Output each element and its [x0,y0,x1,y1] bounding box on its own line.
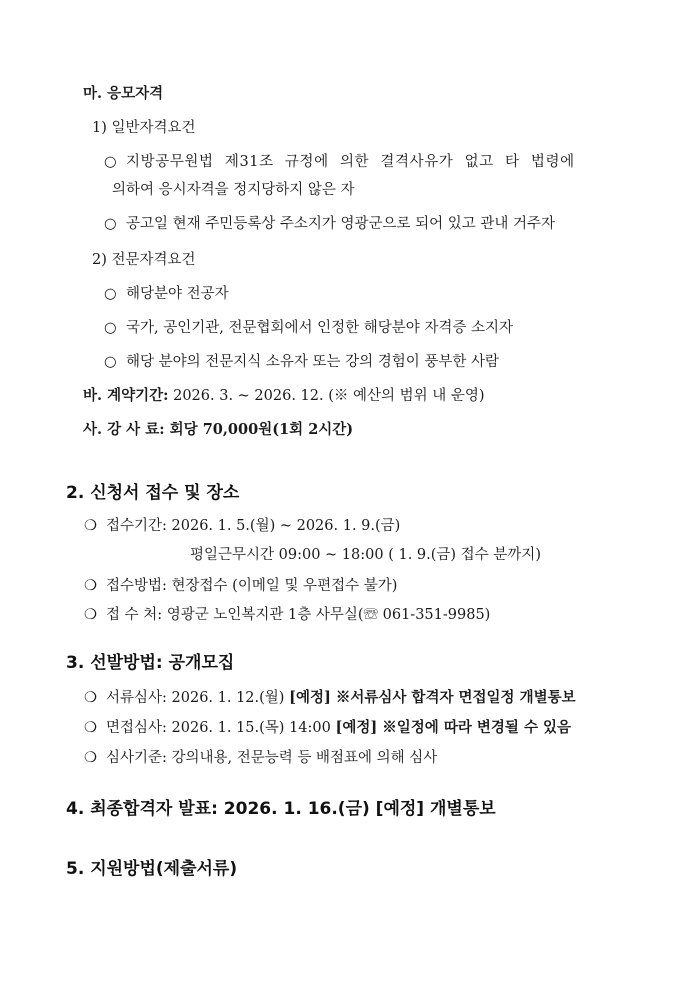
document-review: ❍ 서류심사: 2026. 1. 12.(월) [예정] ※서류심사 합격자 면접일정 개별통보 [84,689,576,706]
general-requirements-title: 1) 일반자격요건 [92,120,196,136]
general-item-1-line1: 지방공무원법 제31조 규정에 의한 결격사유가 없고 타 법령에 [126,154,575,170]
circle-bullet-icon: ❍ [84,750,97,766]
lecture-fee: 사. 강 사 료: 회당 70,000원(1회 2시간) [83,421,354,438]
application-section-title: 2. 신청서 접수 및 장소 [66,483,240,503]
general-item-2: ○ 공고일 현재 주민등록상 주소지가 영광군으로 되어 있고 관내 거주자 [104,216,556,232]
contract-period: 바. 계약기간: 2026. 3. ~ 2026. 12. (※ 예산의 범위 내 운영) [83,387,485,404]
circle-bullet-icon: ○ [104,320,117,336]
circle-bullet-icon: ○ [104,354,117,370]
interview-review: ❍ 면접심사: 2026. 1. 15.(목) 14:00 [예정] ※일정에 따라 변경될 수 있음 [84,719,572,736]
circle-bullet-icon: ❍ [84,690,97,706]
announcement-section-title: 4. 최종합격자 발표: 2026. 1. 16.(금) [예정] 개별통보 [66,799,496,819]
selection-section-title: 3. 선발방법: 공개모집 [66,653,235,673]
general-item-1-line2: 의하여 응시자격을 정지당하지 않은 자 [112,182,355,198]
professional-item-1: ○ 해당분야 전공자 [104,286,229,302]
review-criteria: ❍ 심사기준: 강의내용, 전문능력 등 배점표에 의해 심사 [84,750,438,766]
circle-bullet-icon: ❍ [84,607,97,623]
application-period: ❍ 접수기간: 2026. 1. 5.(월) ~ 2026. 1. 9.(금) [84,518,401,534]
circle-bullet-icon: ○ [104,286,117,302]
circle-bullet-icon: ○ [104,216,117,232]
method-section-title: 5. 지원방법(제출서류) [66,859,238,879]
application-method: ❍ 접수방법: 현장접수 (이메일 및 우편접수 불가) [84,578,398,594]
circle-bullet-icon: ❍ [84,720,97,736]
professional-requirements-title: 2) 전문자격요건 [92,252,196,268]
application-hours: 평일근무시간 09:00 ~ 18:00 ( 1. 9.(금) 접수 분까지) [190,547,541,563]
professional-item-2: ○ 국가, 공인기관, 전문협회에서 인정한 해당분야 자격증 소지자 [104,320,514,336]
application-place: ❍ 접 수 처: 영광군 노인복지관 1층 사무실(☏ 061-351-9985) [84,607,491,623]
circle-bullet-icon: ○ [104,154,118,170]
general-item-1 [104,152,575,172]
professional-item-3: ○ 해당 분야의 전문지식 소유자 또는 강의 경험이 풍부한 사람 [104,354,500,370]
qualifications-title: 마. 응모자격 [83,85,164,102]
circle-bullet-icon: ❍ [84,518,97,534]
circle-bullet-icon: ❍ [84,578,97,594]
